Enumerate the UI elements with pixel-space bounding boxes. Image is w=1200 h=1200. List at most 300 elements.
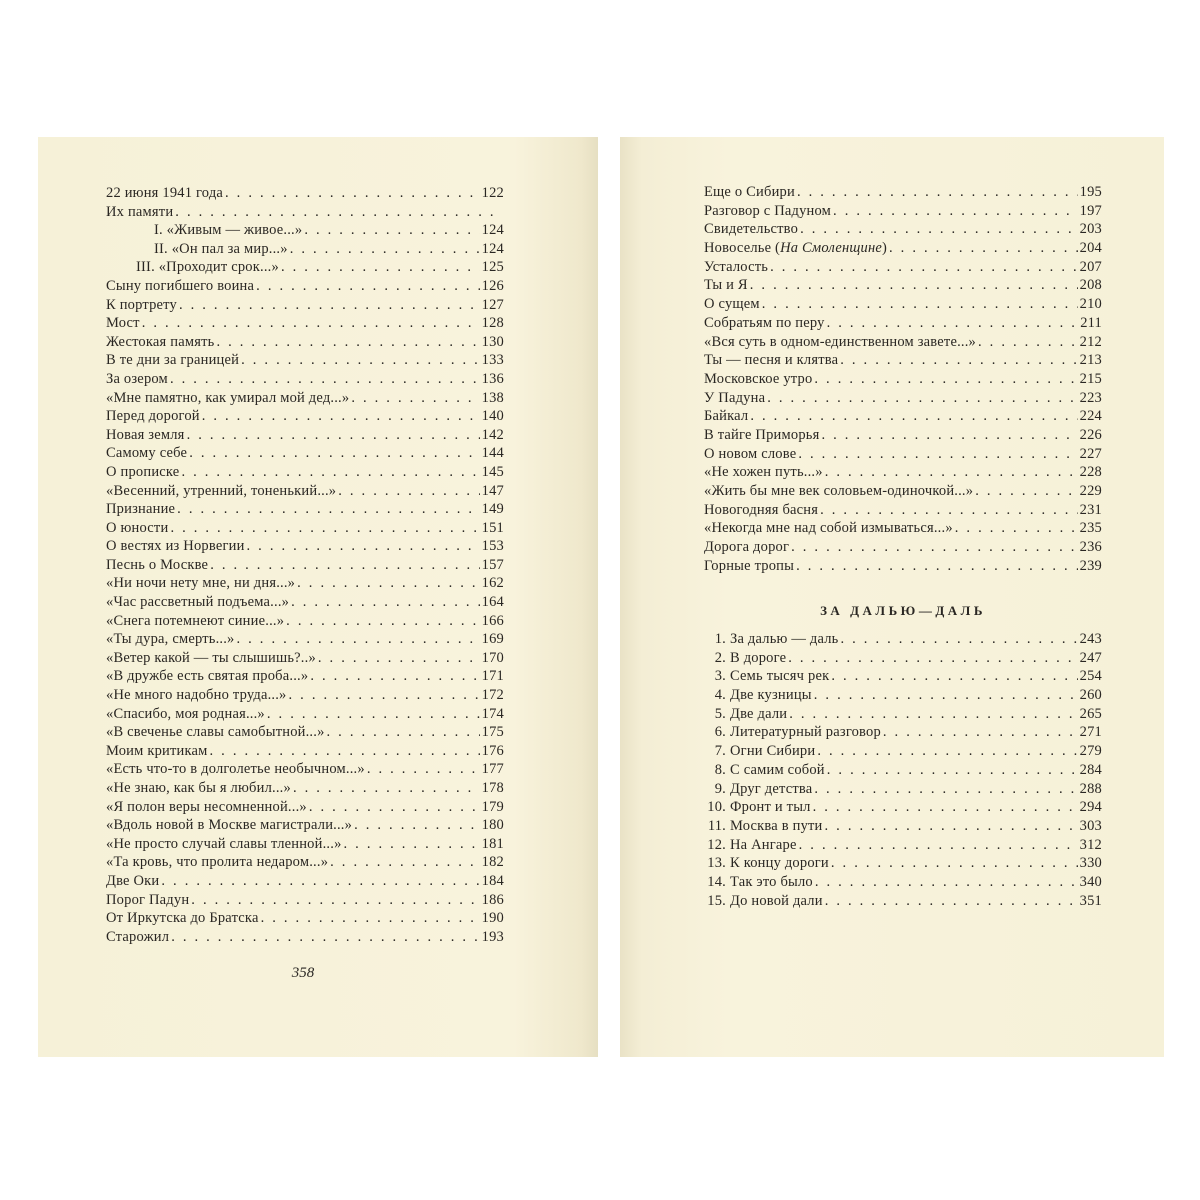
toc-entry-title — [704, 183, 795, 202]
toc-leader-dots — [225, 184, 480, 203]
toc-page-number: 213 — [1079, 352, 1102, 369]
toc-page-number: 170 — [481, 649, 504, 666]
toc-leader-dots — [256, 277, 479, 296]
toc-entry-title — [106, 389, 349, 408]
toc-entry-title — [106, 258, 279, 277]
toc-page-number: 312 — [1079, 836, 1102, 853]
toc-entry — [106, 909, 504, 928]
toc-entry — [704, 723, 1102, 742]
toc-entry-title — [704, 482, 973, 501]
toc-leader-dots — [367, 760, 480, 779]
toc-leader-dots — [814, 686, 1078, 705]
toc-entry-title-text: У Падуна — [704, 389, 766, 406]
toc-entry-title-text: «Не хожен путь...» — [704, 464, 823, 481]
toc-entry — [106, 258, 504, 277]
toc-entry — [106, 407, 504, 426]
toc-page-number: 231 — [1079, 501, 1102, 518]
toc-page-number: 224 — [1079, 408, 1102, 425]
toc-page-number: 254 — [1079, 668, 1102, 685]
toc-entry-title-text: «Ты дура, смерть...» — [106, 631, 235, 648]
toc-entry-number: 6. — [714, 724, 726, 741]
toc-entry — [704, 780, 1102, 799]
toc-page-number: 147 — [481, 482, 504, 499]
toc-entry-title-text: Еще о Сибири — [704, 184, 795, 200]
toc-entry — [704, 333, 1102, 352]
toc-leader-dots — [750, 407, 1077, 426]
toc-entry-title-text: I. «Живым — живое...» — [154, 222, 303, 239]
toc-entry-title-text: Собратьям по перу — [704, 314, 825, 331]
toc-page-number: 178 — [481, 780, 504, 796]
toc-leader-dots — [297, 574, 480, 593]
toc-entry-title-text: «Есть что-то в долголетье необычном...» — [106, 761, 365, 778]
toc-entry-title — [730, 873, 813, 892]
toc-entry — [704, 630, 1102, 649]
toc-entry-title — [106, 537, 245, 556]
toc-entry-title-text: Семь тысяч рек — [730, 668, 830, 685]
toc-entry-title-text: Мост — [106, 315, 140, 332]
toc-leader-dots — [261, 909, 480, 928]
toc-entry-title — [106, 612, 284, 631]
toc-entry-title — [106, 277, 254, 296]
toc-entry — [704, 705, 1102, 724]
toc-leader-dots — [289, 686, 480, 705]
toc-entry — [704, 407, 1102, 426]
toc-entry-title — [730, 817, 823, 836]
toc-entry-title-text: Так это было — [730, 873, 813, 890]
toc-leader-dots — [210, 556, 479, 575]
toc-page-number: 228 — [1079, 464, 1102, 481]
toc-entry-title-text: Ты и Я — [704, 277, 748, 294]
toc-page-number: 164 — [481, 594, 504, 611]
toc-page-number: 193 — [481, 928, 504, 945]
toc-entry — [704, 761, 1102, 780]
toc-entry-title — [704, 276, 748, 295]
toc-entry-title-text: III. «Проходит срок...» — [136, 259, 279, 276]
toc-entry-title-text: С самим собой — [730, 761, 825, 778]
toc-entry — [106, 203, 504, 222]
toc-entry — [704, 892, 1102, 911]
toc-entry-title-text: До новой дали — [730, 892, 823, 909]
toc-entry-title-text: Песнь о Москве — [106, 556, 209, 573]
toc-entry-title — [730, 836, 797, 855]
toc-page-number: 351 — [1079, 892, 1102, 909]
toc-entry — [106, 705, 504, 724]
toc-entry — [704, 463, 1102, 482]
toc-entry-title — [704, 445, 796, 464]
toc-entry — [106, 779, 504, 798]
toc-entry-title — [106, 816, 352, 835]
toc-entry-title — [704, 426, 819, 445]
toc-entry-title-text: Новая земля — [106, 426, 185, 443]
toc-page-number: 144 — [481, 445, 504, 462]
toc-entry-title — [730, 854, 829, 873]
toc-leader-dots — [978, 333, 1078, 352]
toc-entry-title-text: Новогодняя басня — [704, 501, 819, 518]
toc-entry-title — [704, 239, 887, 258]
toc-leader-dots — [975, 482, 1077, 501]
toc-entry — [106, 630, 504, 649]
toc-entry — [704, 817, 1102, 836]
toc-entry-title — [704, 295, 760, 314]
toc-entry-title — [106, 444, 187, 463]
toc-leader-dots — [788, 649, 1077, 668]
toc-entry-title-text: К концу дороги — [730, 855, 829, 872]
toc-entry-title — [106, 760, 365, 779]
toc-leader-dots — [800, 220, 1078, 239]
toc-leader-dots — [813, 798, 1078, 817]
toc-leader-dots — [820, 501, 1078, 520]
toc-entry-title — [106, 723, 325, 742]
toc-leader-dots — [181, 463, 479, 482]
toc-entry — [106, 184, 504, 203]
toc-entry-number: 2. — [714, 649, 726, 666]
toc-entry-title-text: Старожил — [106, 928, 170, 945]
toc-leader-dots — [281, 258, 480, 277]
toc-entry-title-text: «Час рассветный подъема...» — [106, 594, 290, 611]
toc-entry — [106, 314, 504, 333]
toc-entry — [106, 593, 504, 612]
toc-page-number: 211 — [1080, 314, 1102, 331]
toc-leader-dots — [815, 873, 1078, 892]
toc-entry-title — [704, 538, 789, 557]
toc-leader-dots — [344, 835, 480, 854]
toc-leader-dots — [309, 798, 480, 817]
toc-leader-dots — [237, 630, 480, 649]
toc-page-number: 169 — [481, 631, 504, 648]
toc-entry — [704, 445, 1102, 464]
toc-entry-title — [704, 314, 825, 333]
toc-page-number: 190 — [481, 910, 504, 927]
toc-entry — [704, 667, 1102, 686]
toc-entry-title-text: В те дни за границей — [106, 352, 240, 369]
toc-entry — [106, 723, 504, 742]
toc-entry — [106, 500, 504, 519]
left-toc-list — [106, 184, 504, 946]
toc-entry-title-text: «Не много надобно труда...» — [106, 687, 287, 704]
toc-leader-dots — [883, 723, 1078, 742]
toc-entry-title — [730, 630, 839, 649]
toc-entry-title-text: Разговор с Падуном — [704, 202, 832, 219]
toc-entry-title-text: II. «Он пал за мир...» — [154, 240, 288, 257]
toc-page-number: 142 — [481, 426, 504, 443]
toc-entry — [704, 351, 1102, 370]
toc-leader-dots — [797, 183, 1078, 202]
toc-leader-dots — [179, 296, 480, 315]
toc-entry-title-text: «В дружбе есть святая проба...» — [106, 668, 309, 685]
toc-entry — [704, 370, 1102, 389]
toc-entry-title-text: За далью — даль — [730, 631, 839, 647]
toc-leader-dots — [841, 630, 1078, 649]
toc-page-number: 180 — [481, 817, 504, 834]
toc-entry — [106, 221, 504, 240]
toc-entry-title-text: О прописке — [106, 463, 180, 480]
toc-entry-title-text: Порог Падун — [106, 891, 190, 908]
toc-leader-dots — [175, 203, 502, 222]
toc-page-number: 124 — [481, 240, 504, 257]
toc-entry — [106, 240, 504, 259]
toc-entry-title — [106, 203, 173, 222]
toc-entry-number: 12. — [707, 836, 726, 853]
toc-entry — [704, 258, 1102, 277]
toc-entry-number: 1. — [714, 631, 726, 647]
toc-entry-title — [704, 202, 831, 221]
toc-entry-title-text: В тайге Приморья — [704, 426, 820, 443]
toc-entry-title-text: «Жить бы мне век соловьем-одиночкой...» — [704, 483, 974, 499]
toc-entry-title-text: Фронт и тыл — [730, 799, 811, 816]
toc-entry — [106, 798, 504, 817]
toc-leader-dots — [821, 426, 1077, 445]
toc-entry — [106, 556, 504, 575]
toc-entry — [704, 519, 1102, 538]
toc-entry-title-text: Усталость — [704, 258, 769, 275]
toc-entry — [106, 742, 504, 761]
toc-entry-number: 7. — [714, 743, 726, 760]
page-gutter — [598, 137, 620, 1057]
right-toc-list — [704, 183, 1102, 575]
toc-page-number: 212 — [1079, 333, 1102, 350]
toc-page-number: 124 — [481, 222, 504, 239]
toc-entry-title-text: «Не знаю, как бы я любил...» — [106, 780, 291, 796]
toc-leader-dots — [827, 314, 1079, 333]
toc-entry-title-text: «Та кровь, что пролита недаром...» — [106, 854, 329, 871]
toc-entry-title-text: Горные тропы — [704, 557, 795, 574]
toc-entry — [704, 557, 1102, 576]
toc-page-number: 223 — [1079, 389, 1102, 406]
toc-page-number: 166 — [481, 612, 504, 629]
toc-entry-title — [106, 667, 308, 686]
toc-leader-dots — [833, 202, 1078, 221]
toc-entry-title — [106, 928, 169, 947]
toc-page-number: 294 — [1079, 799, 1102, 816]
toc-entry — [106, 463, 504, 482]
toc-page-number: 176 — [481, 742, 504, 759]
toc-leader-dots — [142, 314, 480, 333]
toc-page-number: 162 — [481, 575, 504, 592]
toc-entry — [106, 686, 504, 705]
toc-page-number: 153 — [481, 538, 504, 555]
toc-entry — [106, 482, 504, 501]
toc-leader-dots — [351, 389, 479, 408]
toc-leader-dots — [750, 276, 1078, 295]
toc-entry-title — [704, 463, 823, 482]
toc-leader-dots — [789, 705, 1077, 724]
toc-entry-title — [106, 426, 185, 445]
toc-page-number: 195 — [1079, 184, 1102, 200]
toc-entry — [704, 742, 1102, 761]
toc-page-number: 235 — [1079, 520, 1102, 537]
toc-page-number: 203 — [1079, 221, 1102, 238]
toc-entry-title-text: Две Оки — [106, 872, 160, 889]
section-heading: ЗА ДАЛЬЮ—ДАЛЬ — [820, 603, 986, 618]
toc-entry-title-text: О юности — [106, 519, 169, 536]
toc-entry-title — [106, 184, 223, 203]
toc-page-number: 226 — [1079, 426, 1102, 443]
toc-leader-dots — [825, 892, 1078, 911]
toc-entry-title — [106, 779, 291, 798]
toc-entry-title — [106, 853, 328, 872]
toc-entry-title — [106, 686, 287, 705]
toc-entry-title — [106, 835, 342, 854]
toc-entry — [106, 667, 504, 686]
toc-entry-title-text: «Вся суть в одном-единственном завете...» — [704, 333, 977, 350]
toc-leader-dots — [827, 761, 1078, 780]
toc-entry-title-text: Московское утро — [704, 370, 813, 387]
toc-entry — [704, 220, 1102, 239]
toc-page-number: 243 — [1079, 631, 1102, 647]
toc-entry-title — [106, 798, 307, 817]
toc-entry-title-text: Дорога дорог — [704, 539, 790, 556]
toc-page-number: 145 — [481, 463, 504, 480]
toc-entry-title — [704, 519, 953, 538]
toc-leader-dots — [327, 723, 480, 742]
toc-entry — [704, 295, 1102, 314]
toc-entry-title-text: О новом слове — [704, 445, 797, 462]
toc-leader-dots — [762, 295, 1078, 314]
toc-entry-number: 15. — [707, 892, 726, 909]
toc-entry-title — [106, 314, 140, 333]
toc-leader-dots — [291, 593, 480, 612]
toc-leader-dots — [210, 742, 480, 761]
toc-leader-dots — [767, 389, 1077, 408]
toc-page-number: 157 — [481, 556, 504, 573]
toc-leader-dots — [354, 816, 480, 835]
toc-entry-title-text: «Некогда мне над собой измываться...» — [704, 520, 953, 537]
toc-page-number: 171 — [481, 668, 504, 685]
toc-leader-dots — [318, 649, 480, 668]
toc-page-number: 247 — [1079, 649, 1102, 666]
toc-entry-title — [704, 407, 748, 426]
toc-leader-dots — [191, 891, 479, 910]
toc-entry-title-text: Две дали — [730, 705, 788, 722]
toc-entry-title-text: «Вдоль новой в Москве магистрали...» — [106, 817, 353, 834]
toc-entry — [704, 314, 1102, 333]
toc-entry-title — [106, 630, 235, 649]
toc-entry-title-text: «Весенний, утренний, тоненький...» — [106, 482, 337, 499]
toc-entry-title-text: Свидетельство — [704, 221, 799, 238]
toc-leader-dots — [814, 370, 1077, 389]
toc-leader-dots — [216, 333, 479, 352]
toc-page-number: 140 — [481, 408, 504, 425]
toc-entry — [704, 798, 1102, 817]
toc-entry-title — [106, 593, 289, 612]
toc-entry-title-text: Моим критикам — [106, 742, 208, 759]
toc-leader-dots — [187, 426, 480, 445]
toc-entry — [704, 389, 1102, 408]
toc-entry-title-text: Сыну погибшего воина — [106, 277, 255, 294]
toc-entry — [106, 816, 504, 835]
toc-entry — [704, 239, 1102, 258]
toc-entry-title — [704, 258, 768, 277]
toc-leader-dots — [170, 370, 480, 389]
toc-entry — [704, 183, 1102, 202]
toc-entry-title-text: Две кузницы — [730, 687, 812, 704]
toc-entry-title — [106, 872, 159, 891]
toc-entry — [704, 836, 1102, 855]
toc-page-number: 151 — [481, 519, 504, 536]
right-page — [620, 137, 1164, 1057]
toc-leader-dots — [161, 872, 479, 891]
toc-entry-title — [106, 649, 316, 668]
toc-entry-title-text: «Спасибо, моя родная...» — [106, 705, 265, 722]
book-spread — [38, 137, 1164, 1057]
toc-entry-title-text: Литературный разговор — [730, 724, 881, 741]
toc-entry-title-text: «Ни ночи нету мне, ни дня...» — [106, 575, 296, 592]
toc-page-number: 128 — [481, 315, 504, 332]
toc-entry-number: 4. — [714, 687, 726, 704]
toc-entry — [704, 873, 1102, 892]
toc-page-number: 340 — [1079, 873, 1102, 890]
section-toc-list — [704, 630, 1102, 910]
toc-page-number: 204 — [1079, 240, 1102, 257]
toc-page-number: 149 — [481, 501, 504, 518]
toc-entry-title — [106, 296, 177, 315]
toc-leader-dots — [189, 444, 479, 463]
toc-entry-title-text: Ты — песня и клятва — [704, 352, 839, 369]
toc-page-number: 265 — [1079, 705, 1102, 722]
toc-entry-title-text: Перед дорогой — [106, 408, 200, 425]
toc-entry-title-text: «В свеченье славы самобытной...» — [106, 724, 325, 741]
toc-entry-title — [106, 351, 239, 370]
toc-entry-number: 9. — [714, 780, 726, 797]
toc-entry — [106, 835, 504, 854]
toc-leader-dots — [814, 780, 1077, 799]
toc-entry-title-text: «Я полон веры несомненной...» — [106, 798, 307, 815]
toc-page-number: 271 — [1079, 724, 1102, 741]
toc-entry-title — [730, 667, 829, 686]
toc-leader-dots — [293, 779, 480, 798]
toc-entry-title — [704, 501, 818, 520]
toc-leader-dots — [955, 519, 1078, 538]
toc-leader-dots — [330, 853, 479, 872]
toc-entry-number: 10. — [707, 799, 726, 816]
toc-entry-title-text: Их памяти — [106, 203, 174, 220]
toc-page-number: 330 — [1079, 855, 1102, 872]
toc-page-number: 303 — [1079, 817, 1102, 834]
toc-entry — [106, 649, 504, 668]
toc-entry-title — [106, 891, 189, 910]
toc-entry-title — [106, 519, 168, 538]
toc-leader-dots — [202, 407, 480, 426]
toc-entry-title — [704, 389, 765, 408]
toc-entry-title — [106, 742, 208, 761]
toc-page-number: 229 — [1079, 483, 1102, 499]
toc-page-number: 181 — [481, 835, 504, 852]
toc-page-number: 239 — [1079, 557, 1102, 574]
toc-entry-title — [730, 742, 815, 761]
toc-entry-title-text: О сущем — [704, 296, 760, 313]
toc-entry-number: 3. — [714, 668, 726, 685]
toc-entry-title-end: ) — [881, 240, 888, 257]
toc-entry — [106, 389, 504, 408]
toc-leader-dots — [796, 557, 1078, 576]
toc-entry-title — [730, 892, 823, 911]
toc-entry — [704, 482, 1102, 501]
toc-entry-title — [106, 705, 265, 724]
toc-leader-dots — [840, 351, 1077, 370]
toc-entry-title — [730, 705, 787, 724]
toc-page-number: 182 — [481, 854, 504, 871]
toc-entry-title — [106, 500, 175, 519]
toc-page-number: 288 — [1079, 780, 1102, 797]
toc-entry — [106, 928, 504, 947]
toc-leader-dots — [825, 817, 1078, 836]
toc-entry-title-text: «Не просто случай славы тленной...» — [106, 835, 342, 852]
toc-page-number: 215 — [1079, 370, 1102, 387]
toc-entry-subtitle: На Смоленщине — [780, 240, 882, 257]
toc-page-number: 172 — [481, 687, 504, 704]
toc-leader-dots — [831, 667, 1077, 686]
toc-entry-title-text: Байкал — [704, 408, 749, 425]
